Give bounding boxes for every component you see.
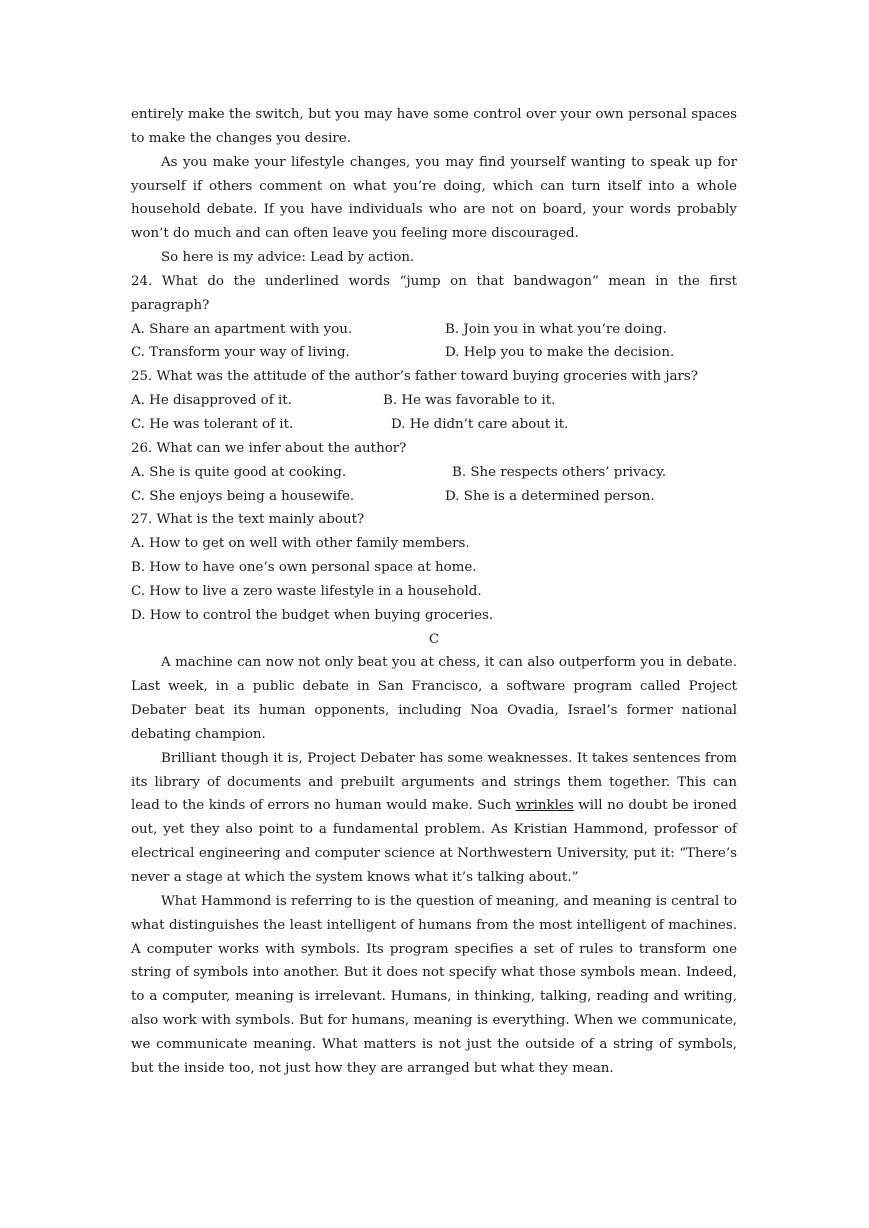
document-page xyxy=(131,103,737,1081)
question-26-options-row-2 xyxy=(131,485,737,509)
question-24-stem: 24. What do the underlined words “jump on that bandwagon” mean in the first paragraph? xyxy=(131,273,737,313)
question-26-stem: 26. What can we infer about the author? xyxy=(131,440,407,456)
option-c: C. He was tolerant of it. xyxy=(131,416,294,432)
option-d: D. She is a determined person. xyxy=(445,488,655,504)
question-25-options-row-2 xyxy=(131,413,737,437)
section-c-heading: C xyxy=(428,631,440,647)
section-c-paragraph-1: A machine can now not only beat you at chess, it can also outperform you in debate. Last week, in a public debate in San Francisco, a software program called Project Debater beat its human opponents, including Noa Ovadia, Israel’s former national debating champion. xyxy=(131,655,737,742)
passage-b-paragraph-1: entirely make the switch, but you may have some control over your own personal spaces to make the changes you desire. xyxy=(131,107,737,146)
question-24-options-row-1 xyxy=(131,318,737,342)
paragraph-text: will no doubt be ironed out, yet they also point to a fundamental problem. As Kristian Hammond, professor of electrical engineering and computer science at Northwestern University, put it: “There’s never a stage at which the system knows what it’s talking about.” xyxy=(131,798,738,885)
option-a: A. She is quite good at cooking. xyxy=(131,464,347,480)
option-c: C. How to live a zero waste lifestyle in a household. xyxy=(131,583,482,599)
option-c: C. She enjoys being a housewife. xyxy=(131,488,355,504)
option-a: A. He disapproved of it. xyxy=(131,393,292,409)
option-c: C. Transform your way of living. xyxy=(131,345,350,361)
option-b: B. He was favorable to it. xyxy=(383,393,556,409)
underlined-word: wrinkles xyxy=(515,798,574,814)
section-c-paragraph-2 xyxy=(131,747,737,890)
option-a: A. Share an apartment with you. xyxy=(131,321,353,337)
question-25-stem: 25. What was the attitude of the author’s father toward buying groceries with jars? xyxy=(131,369,698,385)
paragraph-text: Brilliant though it is, Project Debater has some weaknesses. It takes sentences from its library of documents and prebuilt arguments and strings them together. This can lead to the kinds of errors no human would make. Such xyxy=(131,750,737,814)
option-b: B. How to have one’s own personal space at home. xyxy=(131,560,477,576)
section-c-paragraph-3: What Hammond is referring to is the question of meaning, and meaning is central to what distinguishes the least intelligent of humans from the most intelligent of machines. A computer works with symbols. Its program specifies a set of rules to transform one string of symbols into another. But it does not specify what those symbols mean. Indeed, to a computer, meaning is irrelevant. Humans, in thinking, talking, reading and writing, also work with symbols. But for humans, meaning is everything. When we communicate, we communicate meaning. What matters is not just the outside of a string of symbols, but the inside too, not just how they are arranged but what they mean. xyxy=(131,893,737,1076)
question-27-stem: 27. What is the text mainly about? xyxy=(131,512,365,528)
option-d: D. Help you to make the decision. xyxy=(445,345,675,361)
passage-b-paragraph-3: So here is my advice: Lead by action. xyxy=(161,250,415,266)
question-25-options-row-1 xyxy=(131,389,737,413)
option-b: B. She respects others’ privacy. xyxy=(452,464,667,480)
option-b: B. Join you in what you’re doing. xyxy=(445,321,667,337)
option-d: D. How to control the budget when buying groceries. xyxy=(131,607,494,623)
question-24-options-row-2 xyxy=(131,341,737,365)
option-a: A. How to get on well with other family members. xyxy=(131,536,470,552)
question-26-options-row-1 xyxy=(131,461,737,485)
passage-b-paragraph-2: As you make your lifestyle changes, you may find yourself wanting to speak up for yourself if others comment on what you’re doing, which can turn itself into a whole household debate. If you have individuals who are not on board, your words probably won’t do much and can often leave you feeling more discouraged. xyxy=(131,154,737,242)
option-d: D. He didn’t care about it. xyxy=(391,416,569,432)
